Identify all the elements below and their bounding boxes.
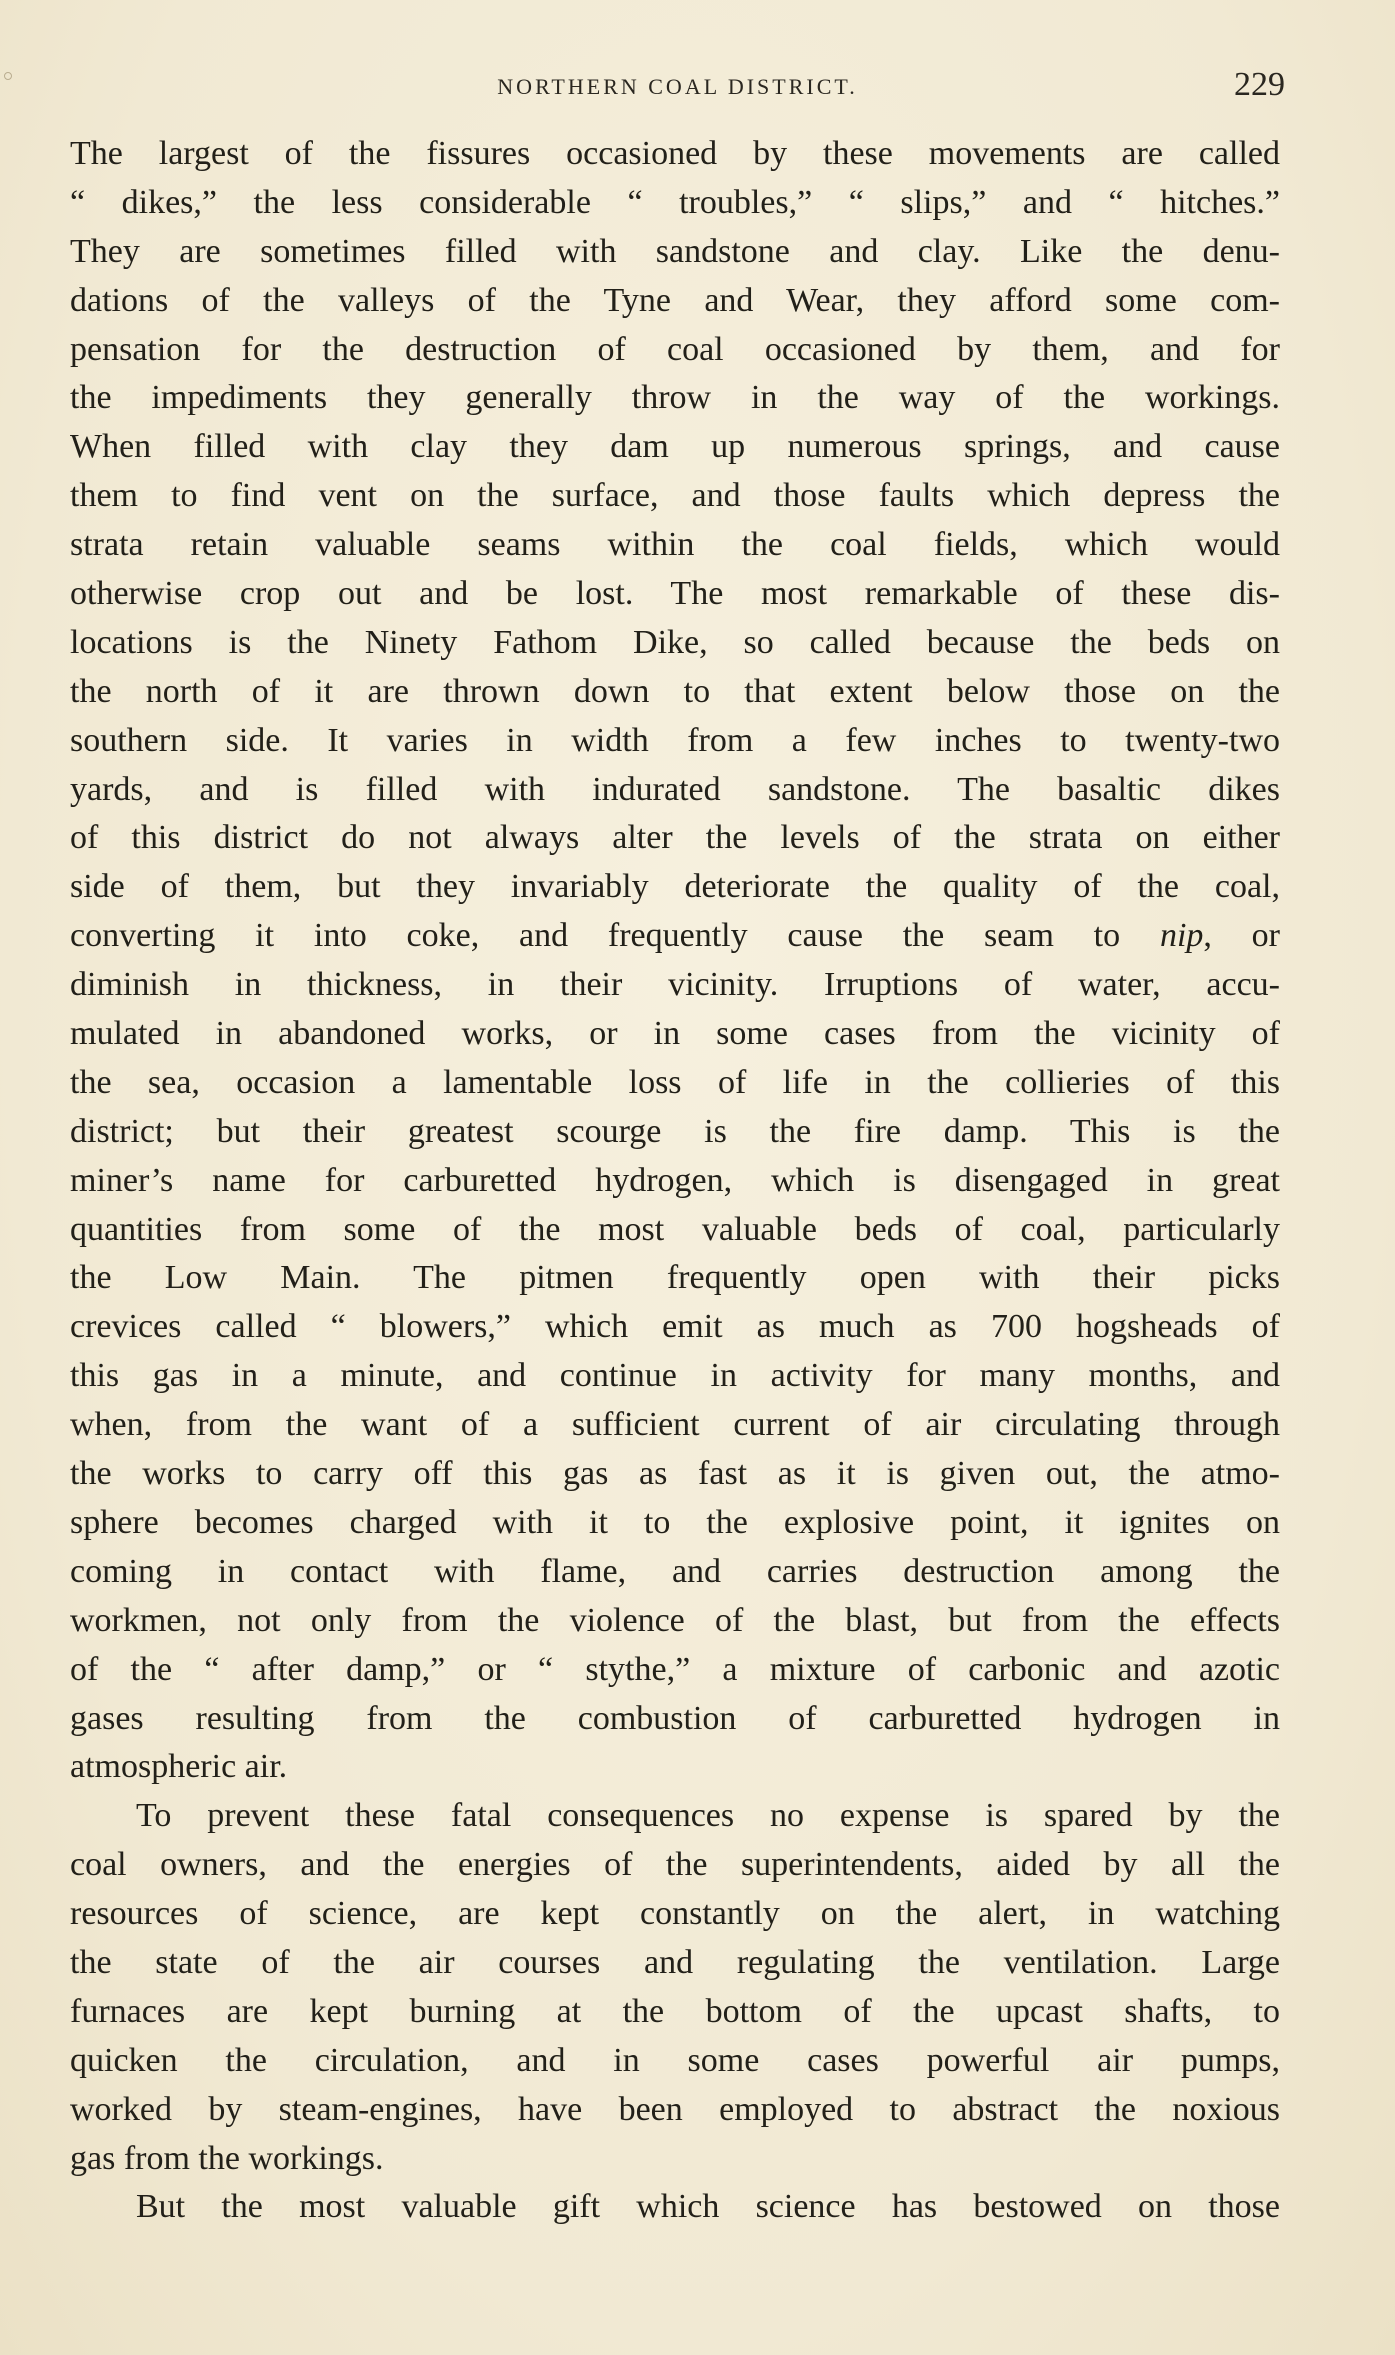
text-line-content: district; but their greatest scourge is the fire damp. This is the <box>70 1112 1280 1150</box>
text-line-content: atmospheric air. <box>70 1748 288 1786</box>
text-line-content: the works to carry off this gas as fast as it is given out, the atmo- <box>70 1455 1280 1493</box>
text-line <box>70 1499 1280 1548</box>
text-line-content: coming in contact with flame, and carries destruction among the <box>70 1552 1280 1590</box>
text-line <box>70 1352 1280 1401</box>
text-line <box>70 1841 1280 1890</box>
text-line <box>70 1303 1280 1352</box>
text-line <box>70 814 1280 863</box>
text-line <box>70 717 1280 766</box>
text-line-content: when, from the want of a sufficient current of air circulating through <box>70 1406 1280 1444</box>
text-line-content: gas from the workings. <box>70 2139 384 2177</box>
page-header <box>70 66 1285 106</box>
text-line <box>70 1988 1280 2037</box>
text-line-content: sphere becomes charged with it to the explosive point, it ignites on <box>70 1503 1280 1541</box>
text-line-content: of this district do not always alter the levels of the strata on either <box>70 819 1280 857</box>
text-line-content: resources of science, are kept constantly on the alert, in watching <box>70 1895 1280 1933</box>
text-line <box>70 1254 1280 1303</box>
text-line-content: of the “ after damp,” or “ stythe,” a mixture of carbonic and azotic <box>70 1650 1280 1688</box>
text-line-content: To prevent these fatal consequences no expense is spared by the <box>136 1797 1280 1835</box>
text-line <box>70 277 1280 326</box>
text-line-content: The largest of the fissures occasioned by these movements are called <box>70 135 1280 172</box>
text-line <box>70 2086 1280 2135</box>
text-line-content: They are sometimes filled with sandstone and clay. Like the denu- <box>70 232 1280 270</box>
text-line <box>70 521 1280 570</box>
text-line <box>70 1450 1280 1499</box>
text-line-content: worked by steam-engines, have been employed to abstract the noxious <box>70 2090 1280 2128</box>
text-line-content: converting it into coke, and frequently cause the seam to <box>70 917 1121 955</box>
body-text <box>70 130 1280 2232</box>
text-line <box>70 1157 1280 1206</box>
text-line <box>70 423 1280 472</box>
text-line <box>70 1792 1280 1841</box>
text-line-content: side of them, but they invariably deteriorate the quality of the coal, <box>70 868 1280 906</box>
text-line-content: gases resulting from the combustion of carburetted hydrogen in <box>70 1699 1280 1737</box>
text-line <box>70 570 1280 619</box>
text-line <box>70 1695 1280 1744</box>
text-line <box>70 863 1280 912</box>
text-line <box>70 374 1280 423</box>
text-line-content: dations of the valleys of the Tyne and Wear, they afford some com- <box>70 281 1280 319</box>
text-line-content: strata retain valuable seams within the coal fields, which would <box>70 526 1280 564</box>
text-line-content: otherwise crop out and be lost. The most remarkable of these dis- <box>70 575 1280 613</box>
text-line-content: coal owners, and the energies of the superintendents, aided by all the <box>70 1846 1280 1884</box>
text-line-content: mulated in abandoned works, or in some cases from the vicinity of <box>70 1015 1280 1053</box>
text-line-content: the north of it are thrown down to that extent below those on the <box>70 672 1280 710</box>
text-line-content: pensation for the destruction of coal occasioned by them, and for <box>70 330 1280 368</box>
text-line-content: miner’s name for carburetted hydrogen, which is disengaged in great <box>70 1161 1280 1199</box>
text-line-content: furnaces are kept burning at the bottom of the upcast shafts, to <box>70 1992 1280 2030</box>
text-line <box>70 2135 1280 2184</box>
text-line <box>70 1206 1280 1255</box>
text-line <box>70 1743 1280 1792</box>
text-line <box>70 1890 1280 1939</box>
text-line-content: “ dikes,” the less considerable “ troubles,” “ slips,” and “ hitches.” <box>70 183 1280 221</box>
text-line-content: crevices called “ blowers,” which emit as much as 700 hogsheads of <box>70 1308 1280 1346</box>
text-line <box>70 766 1280 815</box>
text-line-content: But the most valuable gift which science has bestowed on those <box>136 2188 1280 2226</box>
text-line <box>70 668 1280 717</box>
italic-word: nip <box>1159 917 1204 955</box>
text-line <box>70 619 1280 668</box>
text-line-content: quicken the circulation, and in some cases powerful air pumps, <box>70 2041 1280 2079</box>
text-line <box>70 961 1280 1010</box>
text-line-content: locations is the Ninety Fathom Dike, so called because the beds on <box>70 623 1280 661</box>
text-line <box>70 2183 1280 2232</box>
text-line <box>70 1108 1280 1157</box>
text-line <box>70 1646 1280 1695</box>
page-number: 229 <box>1234 66 1285 103</box>
text-line <box>70 1401 1280 1450</box>
text-line-content: southern side. It varies in width from a few inches to twenty-two <box>70 721 1280 759</box>
text-line-content: this gas in a minute, and continue in activity for many months, and <box>70 1357 1280 1395</box>
text-line <box>70 1059 1280 1108</box>
text-line <box>70 2037 1280 2086</box>
text-line <box>70 326 1280 375</box>
text-line-tail: , or <box>1203 917 1281 955</box>
text-line <box>70 179 1280 228</box>
text-line <box>70 1939 1280 1988</box>
text-line-content: quantities from some of the most valuable beds of coal, particularly <box>70 1210 1280 1248</box>
text-line-content: the impediments they generally throw in the way of the workings. <box>70 379 1280 417</box>
text-line-content: diminish in thickness, in their vicinity. Irruptions of water, accu- <box>70 966 1280 1004</box>
text-line <box>70 1548 1280 1597</box>
running-head: NORTHERN COAL DISTRICT. <box>497 74 858 99</box>
text-line <box>70 912 1280 961</box>
text-line <box>70 1597 1280 1646</box>
text-line-content: the sea, occasion a lamentable loss of life in the collieries of this <box>70 1063 1280 1101</box>
text-line <box>70 1010 1280 1059</box>
text-line-content: them to find vent on the surface, and those faults which depress the <box>70 477 1280 515</box>
text-line-content: the Low Main. The pitmen frequently open with their picks <box>70 1259 1280 1297</box>
text-line-content: When filled with clay they dam up numerous springs, and cause <box>70 428 1280 466</box>
text-line-content: workmen, not only from the violence of the blast, but from the effects <box>70 1601 1280 1639</box>
text-line <box>70 130 1280 179</box>
text-line <box>70 228 1280 277</box>
paper-speck <box>4 72 12 80</box>
text-line <box>70 472 1280 521</box>
text-line-content: the state of the air courses and regulating the ventilation. Large <box>70 1943 1280 1981</box>
text-line-content: yards, and is filled with indurated sandstone. The basaltic dikes <box>70 770 1280 808</box>
